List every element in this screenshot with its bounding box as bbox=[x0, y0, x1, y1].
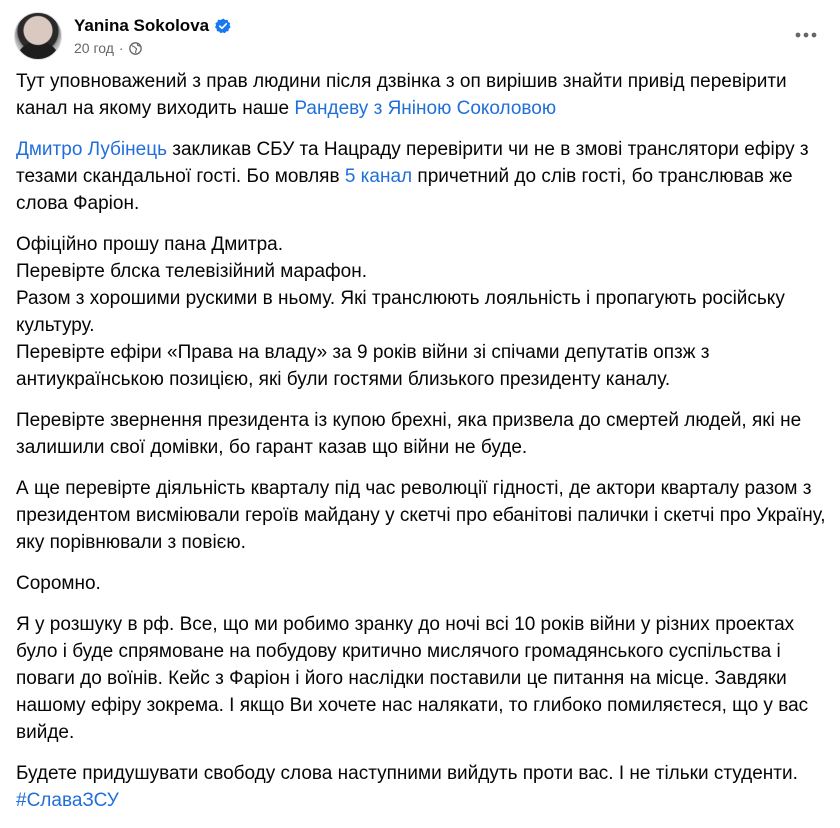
show-link-randevu[interactable]: Рандеву з Яніною Соколовою bbox=[294, 98, 557, 119]
paragraph-2 bbox=[16, 136, 822, 217]
paragraph-6 bbox=[16, 570, 822, 597]
post-header bbox=[14, 10, 231, 62]
text-line: поваги до воїнів. Кейс з Фаріон і його наслідки поставили це питання на місце. Завдяки bbox=[16, 668, 787, 689]
author-name[interactable]: Yanina Sokolova bbox=[74, 16, 210, 35]
page-link-5-kanal[interactable]: 5 канал bbox=[344, 166, 413, 187]
text-line: вийде. bbox=[16, 722, 75, 743]
text-line: Перевірте ефіри «Права на владу» за 9 років війни зі спічами депутатів опзж з bbox=[16, 342, 710, 363]
text-span: тезами скандальної гості. Бо мовляв bbox=[16, 166, 345, 187]
text-line: яку порівнювали з повією. bbox=[16, 532, 246, 553]
text-span: причетний до слів гості, бо транслював же bbox=[412, 166, 793, 187]
text-line: Тут уповноважений з прав людини після дзвінка з оп вирішив знайти привід перевірити bbox=[16, 71, 787, 92]
text-line: було і буде спрямоване на побудову критично мислячого громадянського суспільства і bbox=[16, 641, 781, 662]
text-line bbox=[16, 136, 822, 163]
text-line: Соромно. bbox=[16, 573, 101, 594]
paragraph-7 bbox=[16, 611, 822, 746]
paragraph-4 bbox=[16, 407, 822, 461]
post-meta bbox=[74, 16, 231, 56]
text-line: Я у розшуку в рф. Все, що ми робимо зранку до ночі всі 10 років війни у різних проектах bbox=[16, 614, 795, 635]
paragraph-8 bbox=[16, 760, 822, 814]
text-line: Перевірте звернення президента із купою брехні, яка призвела до смертей людей, які не bbox=[16, 410, 802, 431]
post-text bbox=[16, 68, 826, 828]
text-line bbox=[16, 787, 822, 814]
text-span: канал на якому виходить наше bbox=[16, 98, 295, 119]
text-line: Разом з хорошими рускими в ньому. Які транслюють лояльність і пропагують російську bbox=[16, 288, 785, 309]
text-line: антиукраїнською позицією, які були гостями близького президенту каналу. bbox=[16, 369, 671, 390]
text-line: А ще перевірте діяльність кварталу під час революції гідності, де актори кварталу разом з bbox=[16, 478, 812, 499]
more-options-icon bbox=[795, 25, 817, 43]
text-span: закликав СБУ та Нацраду перевірити чи не в змові транслятори ефіру з bbox=[167, 139, 809, 160]
verified-badge-icon bbox=[215, 18, 231, 34]
text-line: слова Фаріон. bbox=[16, 193, 140, 214]
post-subline bbox=[74, 40, 231, 56]
text-line: нашому ефіру зокрема. І якщо Ви хочете нас налякати, то глибоко помиляєтеся, що у вас bbox=[16, 695, 809, 716]
text-line: Будете придушувати свободу слова наступними вийдуть проти вас. І не тільки студенти. bbox=[16, 763, 798, 784]
text-line: залишили свої домівки, бо гарант казав що війни не буде. bbox=[16, 437, 528, 458]
text-line: президентом висміювали героїв майдану у скетчі про ебанітові палички і скетчі про Україну, bbox=[16, 505, 826, 526]
globe-icon[interactable] bbox=[129, 42, 142, 55]
paragraph-5 bbox=[16, 475, 826, 556]
separator-dot: · bbox=[118, 40, 124, 56]
text-line: культуру. bbox=[16, 315, 95, 336]
text-line: Перевірте блска телевізійний марафон. bbox=[16, 261, 368, 282]
text-line bbox=[16, 163, 822, 190]
hashtag-link[interactable]: #СлаваЗСУ bbox=[16, 790, 119, 811]
profile-link-lubinets[interactable]: Дмитро Лубінець bbox=[16, 139, 167, 160]
author-name-row bbox=[74, 16, 231, 36]
post-timestamp[interactable]: 20 год bbox=[74, 40, 114, 56]
more-options-button[interactable] bbox=[788, 20, 824, 48]
text-line: Офіційно прошу пана Дмитра. bbox=[16, 234, 283, 255]
paragraph-3 bbox=[16, 231, 822, 393]
author-avatar[interactable] bbox=[14, 12, 62, 60]
text-line bbox=[16, 95, 822, 122]
paragraph-1 bbox=[16, 68, 822, 122]
